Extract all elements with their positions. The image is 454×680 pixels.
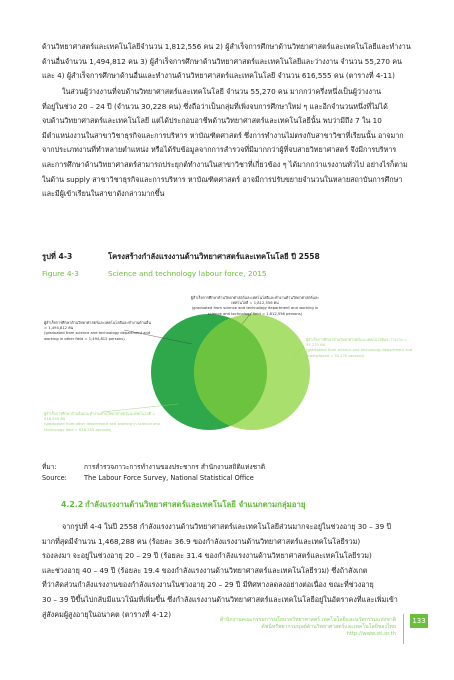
label-en: (graduated from science and technology department and unemployed = 55,270 persons): [306, 348, 413, 358]
footer-org: สำนักงานคณะกรรมการนโยบายวิทยาศาสตร์ เทคโนโลยีและนวัตกรรมแห่งชาติ: [219, 617, 396, 623]
venn-chart: [42, 284, 416, 454]
figure-title-th: [42, 251, 320, 263]
label-th: ผู้สำเร็จการศึกษาด้านวิทยาศาสตร์และเทคโนโลยีและทำงานด้านวิทยาศาสตร์และเทคโนโลยี = 1,812,556 คน: [190, 296, 320, 306]
footer-url: http://www.sti.or.th: [346, 631, 396, 637]
figure-title-en: [42, 269, 267, 278]
age-group-paragraph: [42, 520, 416, 622]
label-en: (graduated from science and technology department and working in other field = 1,494,812 persons): [44, 331, 151, 341]
text-line: และการศึกษาด้านวิทยาศาสตร์สามารถประยุกต์ทำงานในสาขาวิชาที่เกี่ยวข้อง ๆ ได้มากกว่าแรงงานทั่วไป อย่างไรก็ตาม: [42, 159, 408, 169]
text-line: มากที่สุดมีจำนวน 1,468,288 คน (ร้อยละ 36.9 ของกำลังแรงงานด้านวิทยาศาสตร์และเทคโนโลยีรวม): [42, 536, 361, 546]
text-line: ด้านอื่นจำนวน 1,494,812 คน 3) ผู้สำเร็จการศึกษาด้านวิทยาศาสตร์และเทคโนโลยีและว่างงาน จำนวน 55,270 คน: [42, 56, 402, 66]
figure-number-th: รูปที่ 4-3: [42, 252, 73, 261]
unemployed-paragraph: [42, 85, 416, 202]
figure-caption-th: โครงสร้างกำลังแรงงานด้านวิทยาศาสตร์และเทคโนโลยี ปี 2558: [108, 252, 320, 261]
text-line: มีตำแหน่งงานในสาขาวิชาธุรกิจและการบริหาร หาบัณฑิตศาสตร์ ซึ่งการทำงานไม่ตรงกับสาขาวิชาที่เรียนนั้น อาจมาก: [42, 130, 404, 140]
page-number: 133: [410, 614, 428, 628]
text-line: และมีผู้เข้าเรียนในสาขาดังกล่าวมากขึ้น: [42, 189, 165, 199]
text-line: ด้านวิทยาศาสตร์และเทคโนโลยีจำนวน 1,812,556 คน 2) ผู้สำเร็จการศึกษาด้านวิทยาศาสตร์และเทคโนโลยีและทำงาน: [42, 42, 411, 51]
text-line: 30 – 39 ปีขึ้นไปกลับมีแนวโน้มที่เพิ่มขึ้น ซึ่งกำลังแรงงานด้านวิทยาศาสตร์และเทคโนโลยีอยู่ในอัตราคงที่และเพิ่มเข้า: [42, 594, 398, 604]
section-title: กำลังแรงงานด้านวิทยาศาสตร์และเทคโนโลยี จำแนกตามกลุ่มอายุ: [85, 500, 306, 509]
text-line: ในส่วนผู้ว่างงานที่จบด้านวิทยาศาสตร์และเทคโนโลยี จำนวน 55,270 คน มากกว่าครึ่งหนึ่งเป็นผู้ว่างงาน: [62, 87, 382, 96]
source-key-en: Source:: [42, 474, 67, 482]
text-line: รองลงมา จะอยู่ในช่วงอายุ 20 – 29 ปี (ร้อยละ 31.4 ของกำลังแรงงานด้านวิทยาศาสตร์และเทคโนโลยีรวม): [42, 551, 372, 561]
label-th: ผู้สำเร็จการศึกษาด้านวิทยาศาสตร์และเทคโนโลยีและทำงานด้านอื่น = 1,494,812 คน: [44, 321, 151, 331]
section-heading: [61, 499, 305, 511]
text-line: ในด้าน supply สาขาวิชาธุรกิจและการบริหาร หาบัณฑิตศาสตร์ อาจมีการปรับขยายจำนวนในหลายสถาบันการศึกษา: [42, 174, 403, 184]
footer-publication: ดัชนีทรัพยากรมนุษย์ด้านวิทยาศาสตร์และเทคโนโลยีของไทย: [261, 624, 396, 630]
text-line: ที่อยู่ในช่วง 20 – 24 ปี (จำนวน 30,228 คน) ซึ่งถือว่าเป็นกลุ่มที่เพิ่งจบการศึกษาใหม่ ๆ และอีกจำนวนหนึ่งที่ไม่ได้: [42, 101, 388, 111]
text-line: สู่สังคมผู้สูงอายุในอนาคต (ตารางที่ 4-12): [42, 609, 172, 619]
figure-caption-en: Science and technology labour force, 2015: [108, 269, 267, 278]
label-st-unemployed: [306, 338, 414, 359]
source-value-en: The Labour Force Survey, National Statistical Office: [84, 474, 254, 482]
text-line: จบด้านวิทยาศาสตร์และเทคโนโลยี แต่ได้ประกอบอาชีพด้านวิทยาศาสตร์และเทคโนโลยีนั้น พบว่ามีถึง 7 ใน 10: [42, 116, 382, 126]
source-en: [42, 474, 254, 482]
label-en: (graduated from science and technology department and working in science and technology field = 1,812,556 persons): [191, 306, 319, 316]
label-en: (graduated from other department and working in science and technology field = 616,555 persons): [44, 422, 160, 432]
label-other-working-st: [44, 412, 162, 433]
page-footer: [220, 617, 396, 638]
intro-paragraph: [42, 40, 416, 84]
label-th: ผู้สำเร็จการศึกษาด้านอื่นและทำงานด้านวิทยาศาสตร์และเทคโนโลยี = 616,555 คน: [44, 412, 156, 422]
text-line: จากประเภทงานที่ทำหลายตำแหน่ง หรือได้รับข้อมูลจากการสำรวจที่มีมากกว่าผู้ที่จบสายวิทยาศาสตร์ จึงมีการบริหาร: [42, 145, 397, 155]
text-line: และช่วงอายุ 40 – 49 ปี (ร้อยละ 19.4 ของกำลังแรงงานด้านวิทยาศาสตร์และเทคโนโลยีรวม) ซึ่งถ้าสังเกต: [42, 565, 368, 575]
footer-divider: [403, 614, 404, 644]
text-line: และ 4) ผู้สำเร็จการศึกษาด้านอื่นและทำงานด้านวิทยาศาสตร์และเทคโนโลยี จำนวน 616,555 คน (ตารางที่ 4-11): [42, 71, 395, 81]
label-th: ผู้สำเร็จการศึกษาด้านวิทยาศาสตร์และเทคโนโลยีและว่างงาน = 55,270 คน: [306, 338, 407, 348]
source-value-th: การสำรวจภาวะการทำงานของประชากร สำนักงานสถิติแห่งชาติ: [84, 463, 266, 471]
text-line: จากรูปที่ 4-4 ในปี 2558 กำลังแรงงานด้านวิทยาศาสตร์และเทคโนโลยีส่วนมากจะอยู่ในช่วงอายุ 30 – 39 ปี: [62, 522, 392, 531]
label-st-working-other: [44, 321, 154, 342]
source-th: [42, 461, 265, 472]
label-st-working-st: [190, 296, 320, 317]
text-line: ที่ว่าสัดส่วนกำลังแรงงานของกำลังแรงงานในช่วงอายุ 20 – 29 ปี มีทิศทางลดลงอย่างต่อเนื่อง ขณะที่ช่วงอายุ: [42, 580, 374, 590]
figure-number-en: Figure 4-3: [42, 269, 79, 278]
section-number: 4.2.2: [61, 500, 84, 509]
source-key-th: ที่มา:: [42, 463, 57, 471]
